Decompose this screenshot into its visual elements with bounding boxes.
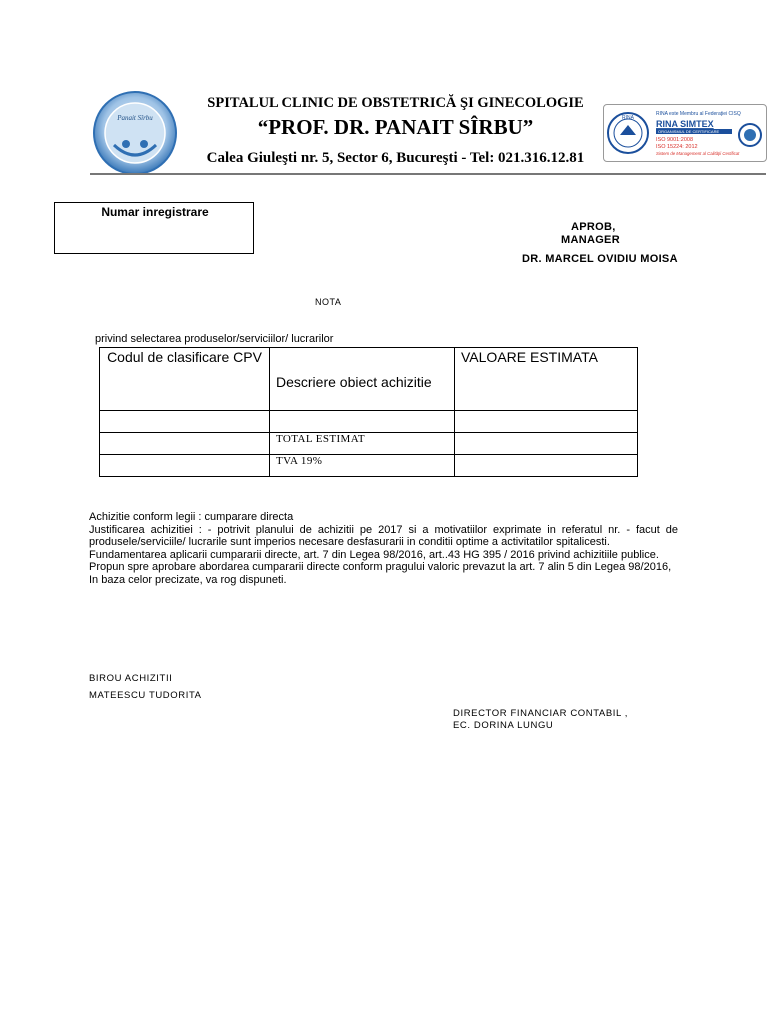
- office-person: MATEESCU TUDORITA: [89, 690, 202, 701]
- logo-text: Panait Sîrbu: [117, 114, 153, 122]
- director-person: EC. DORINA LUNGU: [453, 720, 554, 731]
- table-row-total: [100, 433, 638, 455]
- svg-text:RINA SIMTEX: RINA SIMTEX: [656, 119, 714, 129]
- svg-text:ORGANISMUL DE CERTIFICARE: ORGANISMUL DE CERTIFICARE: [658, 129, 720, 134]
- hospital-title: “PROF. DR. PANAIT SÎRBU”: [257, 115, 534, 139]
- table-row: [100, 411, 638, 433]
- svg-text:Sistem de Management al Calită: Sistem de Management al Calităţii Certificat: [656, 151, 740, 156]
- svg-text:RINA este Membru al Federaţiei: RINA este Membru al Federaţiei CISQ: [656, 111, 741, 117]
- table-header-row: [100, 348, 638, 411]
- table-cell: [455, 455, 638, 477]
- approval-proposal: Propun spre aprobare abordarea cumpararii directe conform pragului valoric prevazut la art. 7 alin 5 din Legea 98/2016,: [89, 561, 672, 573]
- legal-basis: Fundamentarea aplicarii cumpararii directe, art. 7 din Legea 98/2016, art..43 HG 395 / 2016 privind achizitiile publice.: [89, 548, 659, 561]
- table-cell: [100, 433, 270, 455]
- table-cell: [100, 455, 270, 477]
- acquisition-type: Achizitie conform legii : cumparare directa: [89, 511, 294, 523]
- office-label: BIROU ACHIZITII: [89, 673, 173, 684]
- estimated-value-header: VALOARE ESTIMATA: [455, 348, 638, 411]
- registration-box: [54, 202, 254, 254]
- approval-line-1: APROB,: [571, 221, 616, 233]
- total-estimat-label: TOTAL ESTIMAT: [270, 433, 455, 455]
- acquisition-justification: Justificarea achizitiei : - potrivit planului de achizitii pe 2017 si a motivatiilor exprimate in referatul nr. - facut de produsele/serviciile/ lucrarile sunt imperios necesare desfasurarii in conditii optime a activitatilor spitalicesti.: [89, 523, 678, 548]
- closing-request: In baza celor precizate, va rog dispuneti.: [89, 573, 287, 586]
- registration-label: Numar inregistrare: [101, 205, 209, 219]
- nota-subtitle: privind selectarea produselor/serviciilor/ lucrarilor: [95, 333, 334, 345]
- hospital-name: SPITALUL CLINIC DE OBSTETRICĂ ŞI GINECOLOGIE: [207, 95, 584, 111]
- hospital-logo: [92, 90, 178, 176]
- table-cell: [270, 411, 455, 433]
- description-header: Descriere obiect achizitie: [270, 348, 455, 411]
- tva-label: TVA 19%: [270, 455, 455, 477]
- hospital-address: Calea Giuleşti nr. 5, Sector 6, Bucureşti - Tel: 021.316.12.81: [206, 150, 585, 166]
- approval-line-2: MANAGER: [561, 234, 620, 246]
- table-cell: [100, 411, 270, 433]
- nota-title: NOTA: [315, 297, 342, 307]
- svg-text:ISO 15224: 2012: ISO 15224: 2012: [656, 144, 698, 150]
- approval-manager-name: DR. MARCEL OVIDIU MOISA: [522, 253, 678, 265]
- table-cell: [455, 433, 638, 455]
- justification-text: [89, 511, 678, 586]
- cpv-code-header: Codul de clasificare CPV: [100, 348, 270, 411]
- certification-badge: [603, 104, 767, 162]
- director-label: DIRECTOR FINANCIAR CONTABIL ,: [453, 708, 629, 719]
- svg-text:ISO 9001:2008: ISO 9001:2008: [656, 137, 694, 143]
- seal-text: RINA: [622, 115, 634, 121]
- header-divider: [90, 173, 766, 175]
- acquisition-table: [99, 347, 638, 477]
- table-cell: [455, 411, 638, 433]
- table-row-tva: [100, 455, 638, 477]
